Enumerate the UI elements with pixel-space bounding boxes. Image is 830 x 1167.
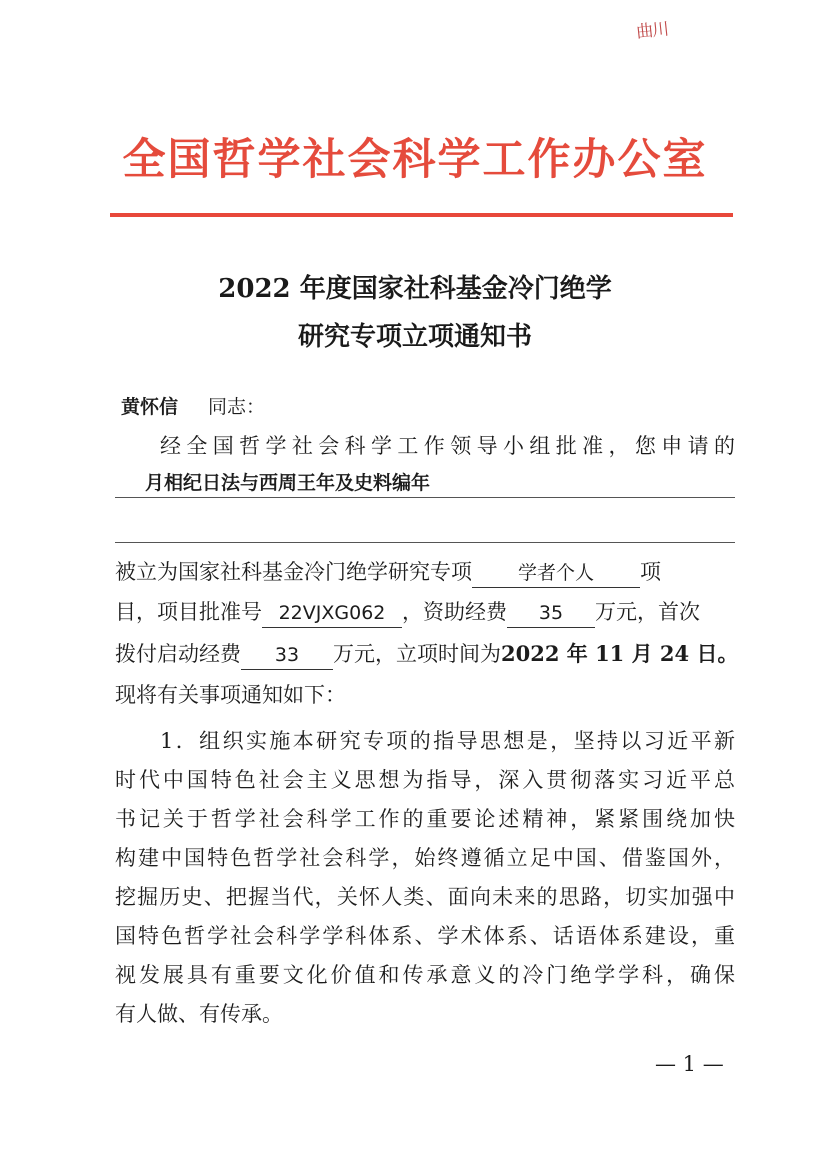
red-divider-line xyxy=(110,213,733,217)
funding-amount-field: 35 xyxy=(507,599,595,628)
salutation xyxy=(121,392,265,419)
document-title-line-1: 2022 年度国家社科基金冷门绝学 xyxy=(218,274,612,304)
approval-text: 项 xyxy=(640,560,661,584)
handwritten-annotation: 曲川 xyxy=(635,19,670,43)
item1-line: 时代中国特色社会主义思想为指导，深入贯彻落实习近平总 xyxy=(115,768,735,792)
approval-line-1 xyxy=(115,553,735,591)
initial-funding-field: 33 xyxy=(241,641,333,670)
approval-text: 目，项目批准号 xyxy=(115,600,262,624)
approval-text: 万元，首次 xyxy=(595,600,700,624)
item1-line: 挖掘历史、把握当代，关怀人类、面向未来的思路，切实加强中 xyxy=(115,885,735,909)
item1-line: 构建中国特色哲学社会科学，始终遵循立足中国、借鉴国外， xyxy=(115,846,735,870)
notice-intro: 现将有关事项通知如下： xyxy=(115,683,346,707)
item1-line: 书记关于哲学社会科学工作的重要论述精神，紧紧围绕加快 xyxy=(115,807,735,831)
intro-paragraph: 经全国哲学社会科学工作领导小组批准，您申请的 xyxy=(160,434,735,458)
recipient-name: 黄怀信 xyxy=(121,396,179,418)
item1-line: 有人做、有传承。 xyxy=(115,1002,283,1026)
project-title: 月相纪日法与西周王年及史料编年 xyxy=(145,472,431,494)
page-number: — 1 — xyxy=(655,1052,724,1076)
approval-text: 拨付启动经费 xyxy=(115,642,241,666)
project-type-field: 学者个人 xyxy=(472,559,640,588)
approval-text: 被立为国家社科基金冷门绝学研究专项 xyxy=(115,560,472,584)
approval-line-2 xyxy=(115,593,735,631)
item1-line: 国特色哲学社会科学学科体系、学术体系、话语体系建设，重 xyxy=(115,924,735,948)
approval-line-3 xyxy=(115,635,739,673)
document-title-line-2: 研究专项立项通知书 xyxy=(297,322,532,352)
approval-text: 万元，立项时间为 xyxy=(333,642,501,666)
item1-line: 视发展具有重要文化价值和传承意义的冷门绝学学科，确保 xyxy=(115,963,735,987)
project-title-second-underline xyxy=(115,542,735,543)
issuing-office-masthead: 全国哲学社会科学工作办公室 xyxy=(122,135,708,185)
item1-line: 1．组织实施本研究专项的指导思想是，坚持以习近平新 xyxy=(160,729,735,753)
approval-number-field: 22VJXG062 xyxy=(262,599,402,628)
project-title-underline xyxy=(115,497,735,498)
approval-date: 2022 年 11 月 24 日。 xyxy=(501,641,739,666)
salutation-suffix: 同志： xyxy=(208,396,266,418)
approval-text: ，资助经费 xyxy=(402,600,507,624)
